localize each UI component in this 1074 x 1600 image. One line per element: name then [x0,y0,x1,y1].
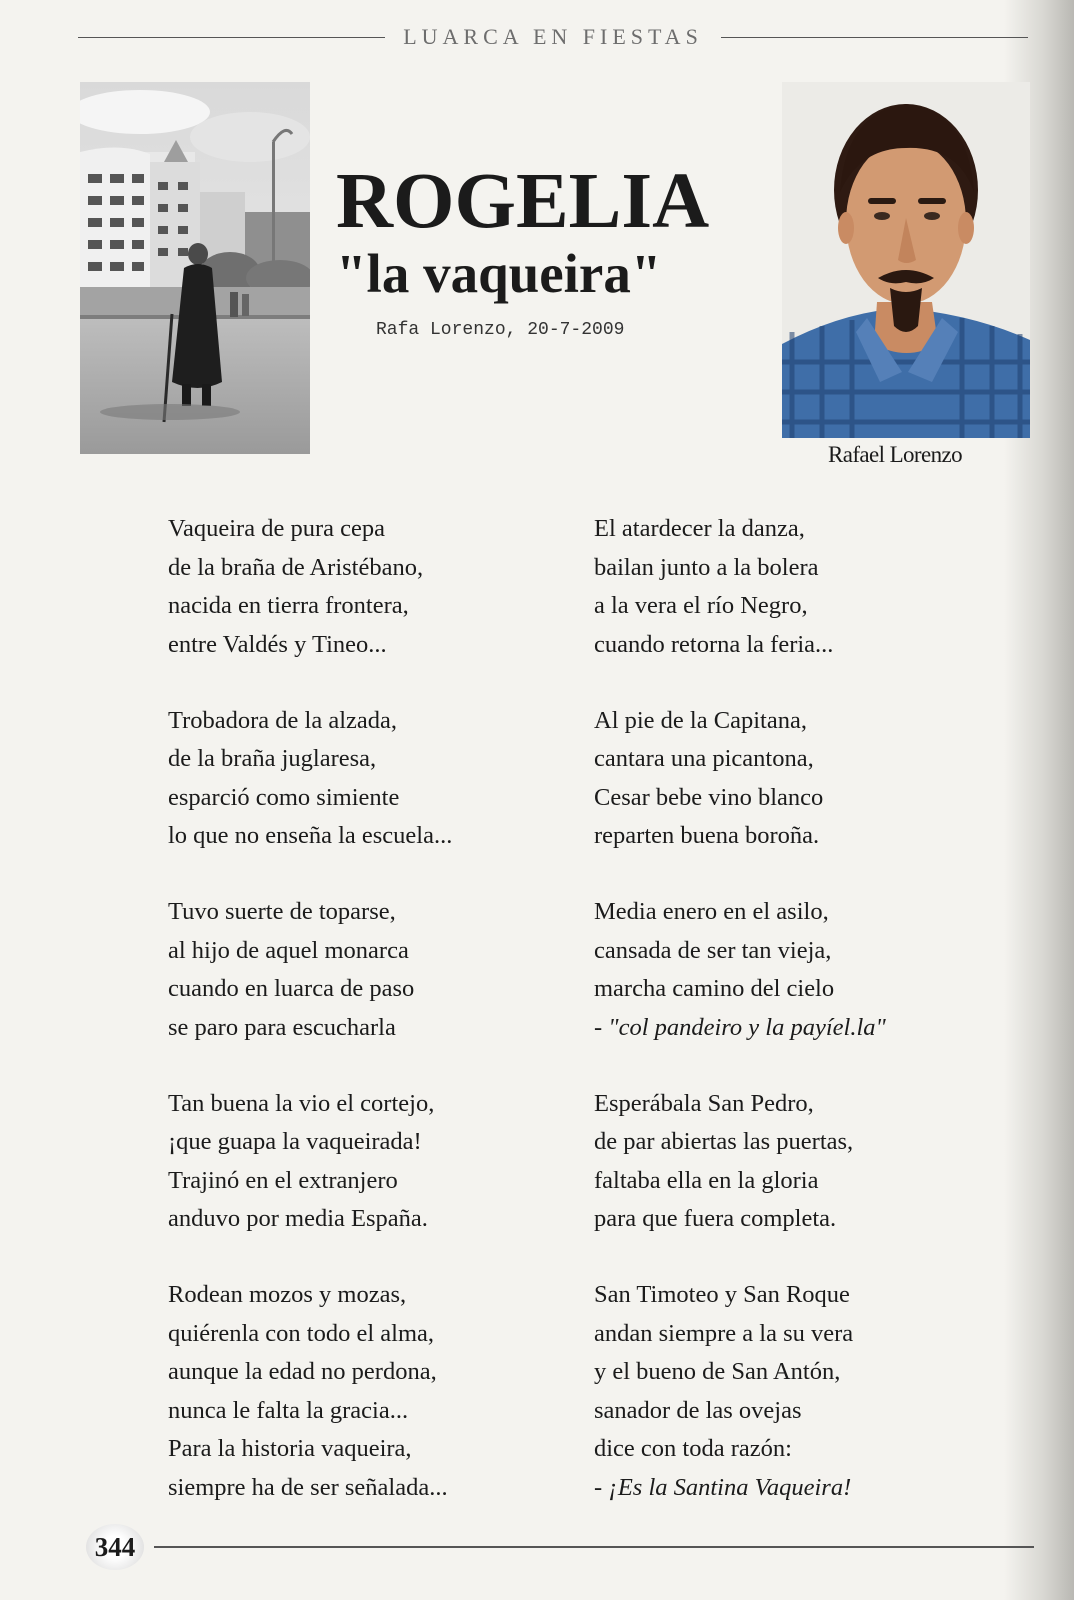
poem-line: nacida en tierra frontera, [168,592,409,619]
poem-line: cuando en luarca de paso [168,975,415,1002]
header-rule-right [721,37,1028,38]
poem-line: Cesar bebe vino blanco [594,783,824,811]
header-rule-left [78,37,385,38]
poem-line: Esperábala San Pedro, [594,1089,814,1117]
poem-line: de par abiertas las puertas, [594,1128,854,1155]
article-title: ROGELIA [336,158,710,245]
poem-line: - "col pandeiro y la payíel.la" [594,1013,886,1041]
poem-line: sanador de las ovejas [594,1396,802,1424]
poem-line: quiérenla con todo el alma, [168,1319,434,1347]
stanza [168,510,588,664]
poem-line: San Timoteo y San Roque [594,1281,850,1308]
poem-right-column [594,510,1014,1545]
poem-line: bailan junto a la bolera [594,553,819,581]
poem-line: Tuvo suerte de toparse, [168,898,396,925]
poem-line: a la vera el río Negro, [594,592,808,619]
poem-line: Vaqueira de pura cepa [168,515,385,542]
poem-line: esparció como simiente [168,783,400,811]
poem-line: andan siempre a la su vera [594,1319,854,1347]
poem-line: cantara una picantona, [594,745,814,772]
article-subtitle: "la vaqueira" [336,243,662,304]
poem-line: para que fuera completa. [594,1205,837,1232]
poem-left-column [168,510,588,1545]
stanza [168,1276,588,1507]
poem-line: anduvo por media España. [168,1205,428,1232]
poem-line: cuando retorna la feria... [594,630,834,658]
poem-line: al hijo de aquel monarca [168,936,409,964]
poem-line: y el bueno de San Antón, [594,1358,841,1385]
poem-line: cansada de ser tan vieja, [594,936,832,964]
author-caption: Rafael Lorenzo [828,442,962,467]
poem-line: Para la historia vaqueira, [168,1435,412,1462]
poem-line: de la braña de Aristébano, [168,553,424,581]
poem-line: se paro para escucharla [168,1013,396,1041]
poem-line: siempre ha de ser señalada... [168,1473,448,1501]
running-head-text: LUARCA EN FIESTAS [403,24,703,49]
stanza [594,702,1014,856]
poem-line: nunca le falta la gracia... [168,1396,409,1424]
poem-line: marcha camino del cielo [594,975,835,1002]
stanza [594,510,1014,664]
poem-line: de la braña juglaresa, [168,745,377,772]
poem-line: Tan buena la vio el cortejo, [168,1089,435,1117]
rogelia-photo [80,82,310,454]
poem-line: entre Valdés y Tineo... [168,630,387,658]
poem-line: dice con toda razón: [594,1435,792,1462]
poem-line: El atardecer la danza, [594,515,805,542]
poem-line: Media enero en el asilo, [594,898,829,925]
stanza [168,893,588,1047]
poem-line: aunque la edad no perdona, [168,1358,437,1385]
poem-line: faltaba ella en la gloria [594,1166,819,1194]
poem-line: - ¡Es la Santina Vaqueira! [594,1473,852,1501]
page-footer [86,1524,1034,1570]
author-portrait [782,82,1030,438]
article-byline: Rafa Lorenzo, 20-7-2009 [376,320,625,340]
page-number: 344 [86,1524,144,1570]
poem-line: ¡que guapa la vaqueirada! [168,1128,422,1155]
poem-line: Trajinó en el extranjero [168,1166,398,1194]
poem-line: lo que no enseña la escuela... [168,822,453,849]
running-header [78,22,1028,52]
stanza [168,702,588,856]
poem-line: Al pie de la Capitana, [594,706,807,734]
stanza [594,1085,1014,1239]
footer-rule [154,1546,1034,1548]
poem-line: Rodean mozos y mozas, [168,1281,407,1308]
stanza [594,1276,1014,1507]
stanza [168,1085,588,1239]
poem-line: Trobadora de la alzada, [168,706,398,734]
poem-line: reparten buena boroña. [594,822,820,849]
stanza [594,893,1014,1047]
